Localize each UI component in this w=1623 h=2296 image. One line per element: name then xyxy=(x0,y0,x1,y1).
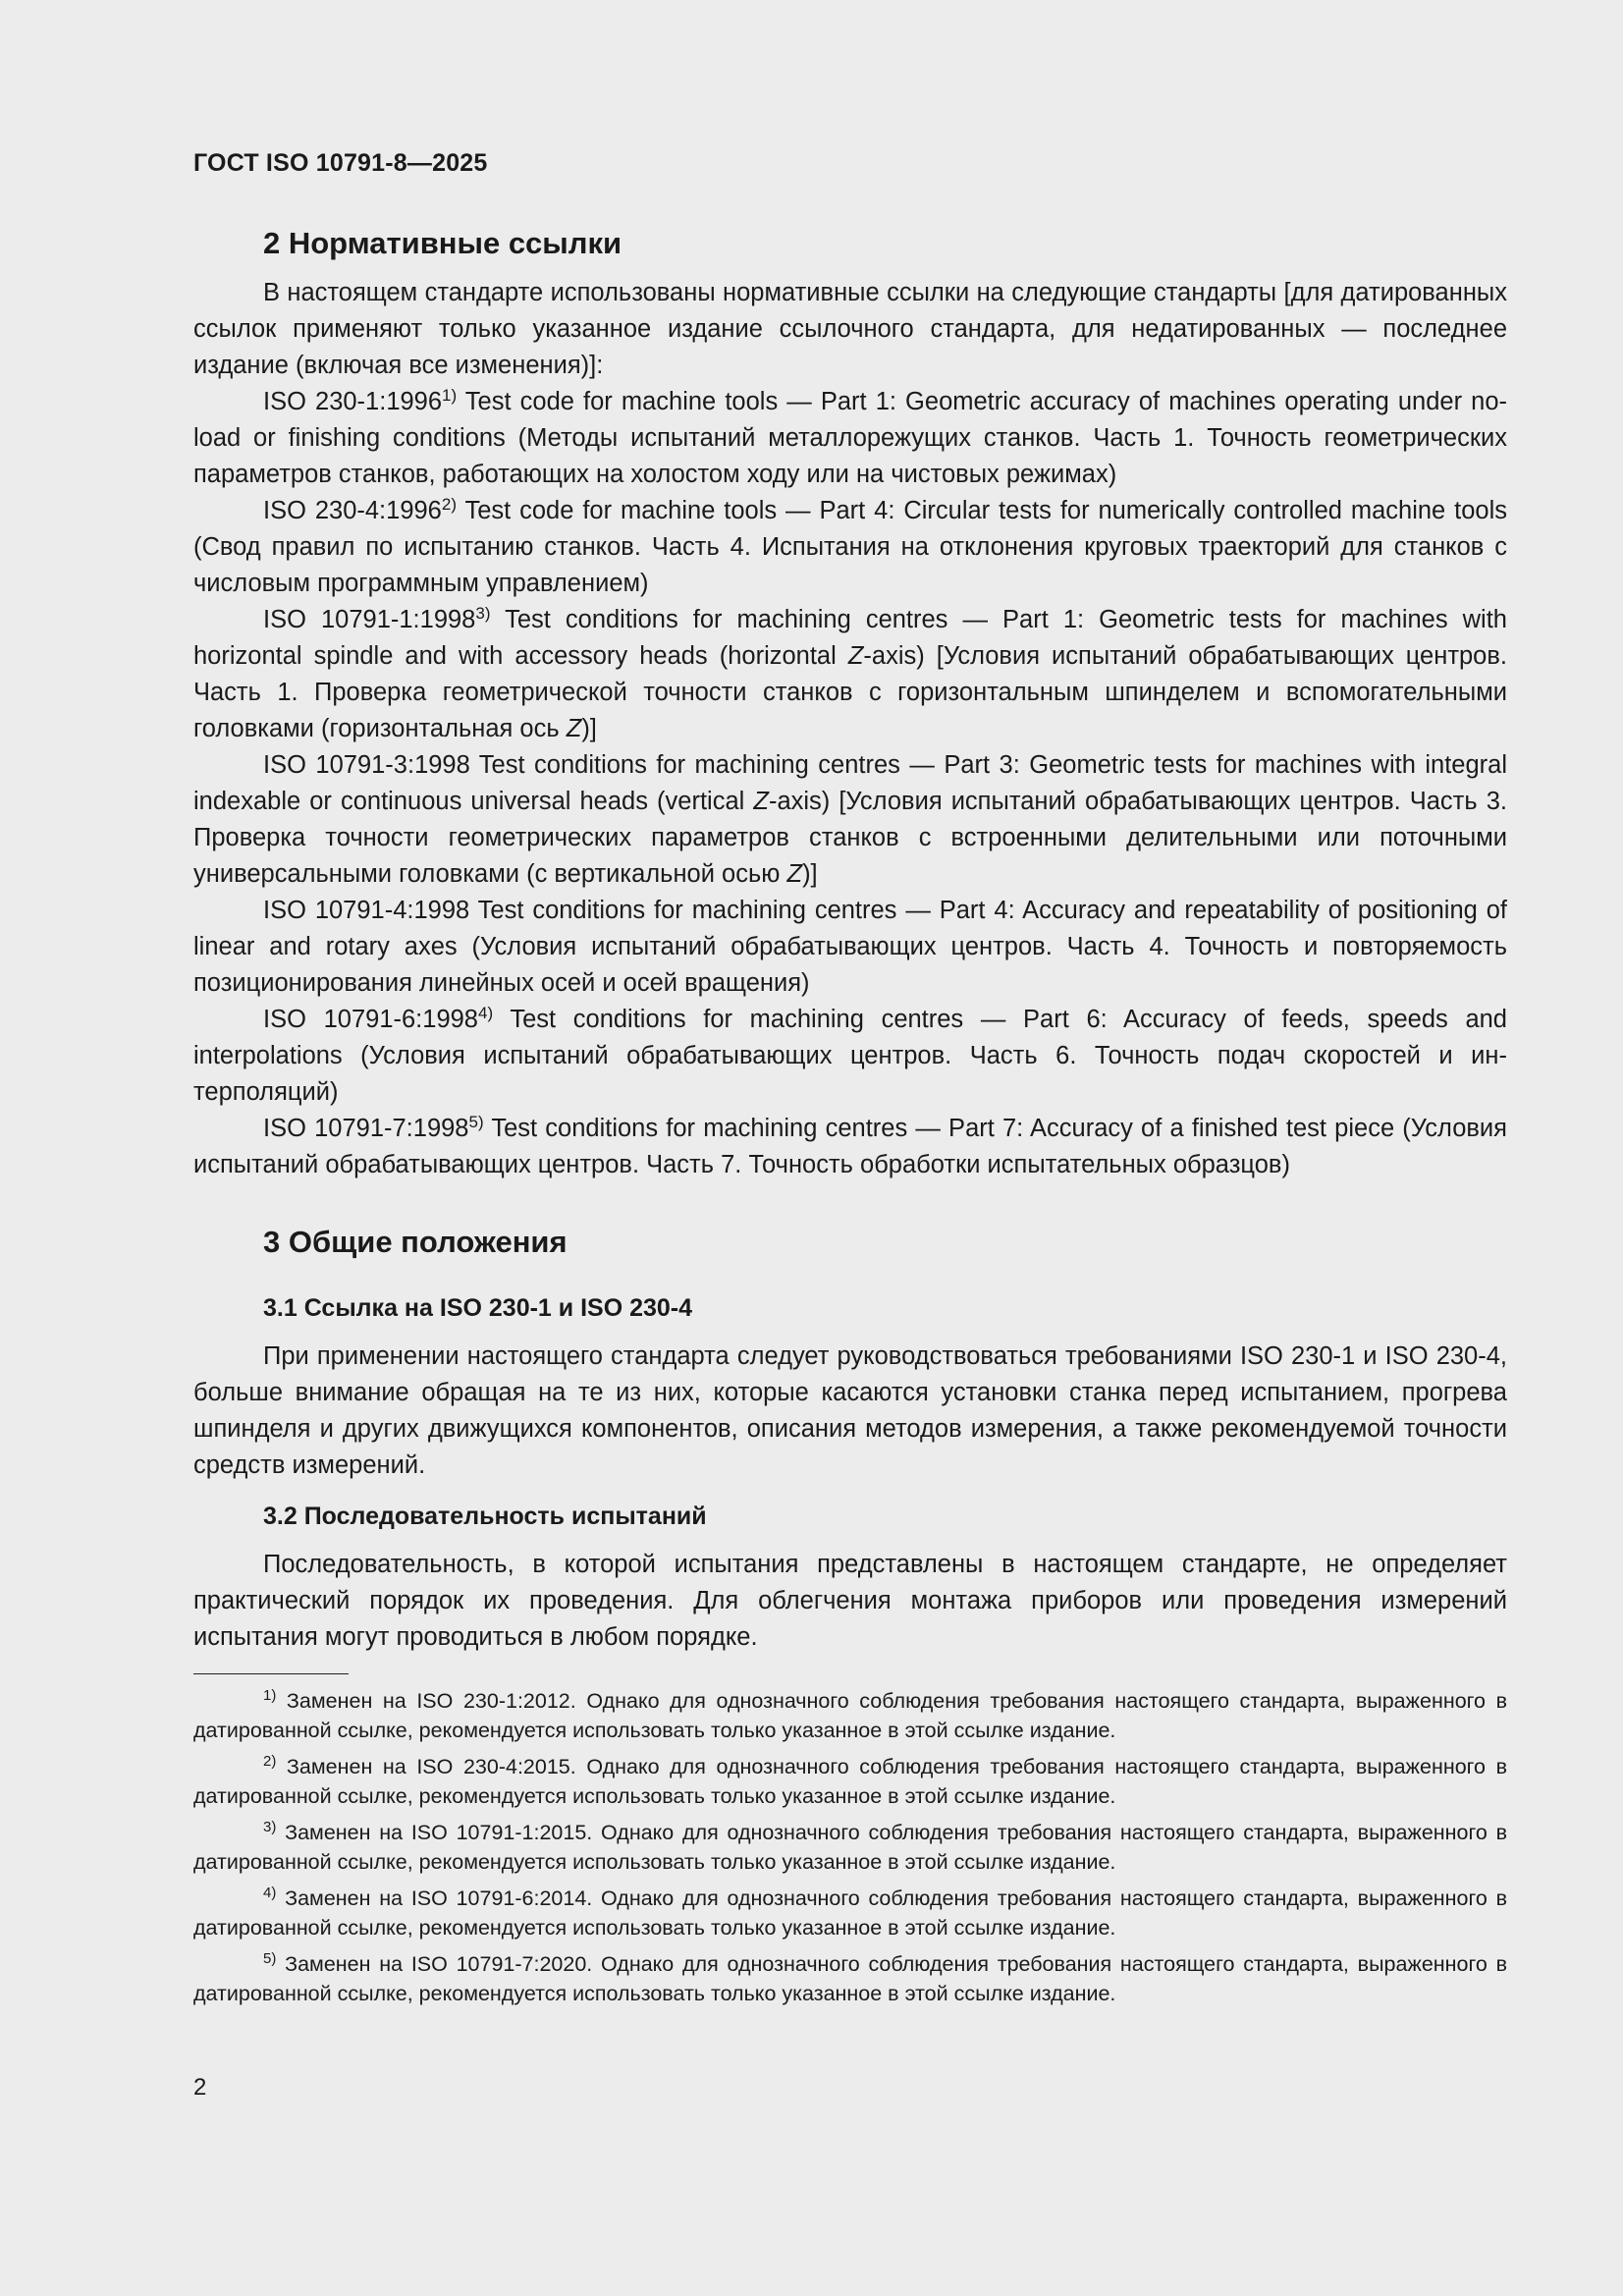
reference-code: ISO 10791-6:1998 xyxy=(263,1006,478,1033)
reference-text: Test conditions for machining centres — Part 4: Accuracy and repeatability of positioning of linear and rotary axes (Условия испытаний обрабатывающих центров. Часть 4. Точность и повторяемость позиционирования линейных осей и осей вращения) xyxy=(193,897,1507,997)
subsection-3-1-text: При применении настоящего стандарта следует руководствоваться требованиями ISO 230-1 и ISO 230-4, больше внимание обращая на те из них, которые касаются установки станка перед испытанием, прогрева шпинделя и других движущихся компонентов, описания методов измерения, а также рекомендуемой точности средств измерений. xyxy=(193,1342,1507,1479)
reference-text: )] xyxy=(802,860,818,888)
footnote-mark: 5) xyxy=(263,1950,277,1967)
footnote-mark: 3) xyxy=(263,1819,277,1835)
reference-item xyxy=(193,493,1507,602)
footnote-ref[interactable]: 5) xyxy=(468,1113,484,1131)
footnote xyxy=(193,1752,1507,1811)
footnote-ref[interactable]: 2) xyxy=(441,495,457,514)
reference-text: Test conditions for machining centres — Part 1: Geometric tests for machines with horizontal spindle and with accessory heads (horizontal xyxy=(193,606,1507,670)
document-header: ГОСТ ISO 10791-8—2025 xyxy=(193,149,488,177)
subsection-3-2-title: 3.2 Последовательность испытаний xyxy=(263,1503,707,1530)
reference-text: Test code for machine tools — Part 4: Circular tests for numerically controlled machine tools (Свод правил по испытанию станков. Часть 4. Испытания на отклонения круговых траекторий для станков с числовым программным управлением) xyxy=(193,497,1507,597)
reference-item xyxy=(193,1111,1507,1183)
footnote-text: Заменен на ISO 10791-7:2020. Однако для однозначного соблюдения требования настоящего стандарта, выраженного в датированной ссылке, рекомендуется использовать только указанное в этой ссылке издание. xyxy=(193,1952,1507,2005)
reference-text: Test conditions for machining centres — Part 6: Accuracy of feeds, speeds and interpolations (Условия испытаний обрабатывающих центров. Часть 6. Точность подач скоростей и интерполяций) xyxy=(193,1006,1507,1106)
reference-code: ISO 10791-1:1998 xyxy=(263,606,476,633)
subsection-3-1-title: 3.1 Ссылка на ISO 230-1 и ISO 230-4 xyxy=(263,1294,693,1322)
reference-code: ISO 10791-3:1998 xyxy=(263,751,470,779)
reference-item xyxy=(193,893,1507,1002)
footnote-mark: 2) xyxy=(263,1753,277,1770)
footnote-ref[interactable]: 1) xyxy=(442,386,458,405)
footnote-text: Заменен на ISO 230-4:2015. Однако для однозначного соблюдения требования настоящего стандарта, выраженного в датированной ссылке, рекомендуется использовать только указанное в этой ссылке издание. xyxy=(193,1755,1507,1808)
footnote xyxy=(193,1686,1507,1745)
footnote-mark: 4) xyxy=(263,1885,277,1901)
axis-symbol: Z xyxy=(847,642,864,670)
footnote-text: Заменен на ISO 230-1:2012. Однако для однозначного соблюдения требования настоящего стандарта, выраженного в датированной ссылке, рекомендуется использовать только указанное в этой ссылке издание. xyxy=(193,1689,1507,1742)
reference-text: )] xyxy=(581,715,597,742)
footnote-text: Заменен на ISO 10791-1:2015. Однако для однозначного соблюдения требования настоящего стандарта, выраженного в датированной ссылке, рекомендуется использовать только указанное в этой ссылке издание. xyxy=(193,1821,1507,1874)
footnote-text: Заменен на ISO 10791-6:2014. Однако для однозначного соблюдения требования настоящего стандарта, выраженного в датированной ссылке, рекомендуется использовать только указанное в этой ссылке издание. xyxy=(193,1886,1507,1940)
footnote xyxy=(193,1949,1507,2008)
footnote xyxy=(193,1818,1507,1877)
section-3-title: 3 Общие положения xyxy=(263,1225,568,1259)
reference-item xyxy=(193,384,1507,493)
section-2-title: 2 Нормативные ссылки xyxy=(263,226,622,260)
reference-text: Test conditions for machining centres — Part 3: Geometric tests for machines with integral indexable or continuous universal heads (vertical xyxy=(193,751,1507,815)
axis-symbol: Z xyxy=(786,860,803,888)
footnote-ref[interactable]: 4) xyxy=(478,1004,494,1022)
axis-symbol: Z xyxy=(753,788,769,815)
axis-symbol: Z xyxy=(566,715,582,742)
reference-item xyxy=(193,602,1507,747)
footnote xyxy=(193,1884,1507,1942)
reference-code: ISO 230-1:1996 xyxy=(263,388,443,415)
reference-code: ISO 230-4:1996 xyxy=(263,497,442,524)
footnote-divider xyxy=(193,1673,349,1674)
section-2-intro: В настоящем стандарте использованы нормативные ссылки на следующие стандарты [для датированных ссылок применяют только указанное издание ссылочного стандарта, для недатированных — последнее издание (включая все изменения)]: xyxy=(193,279,1507,379)
reference-text: -axis) [Условия испытаний обрабатывающих центров. Часть 1. Проверка геометрической точности станков с горизонтальным шпинделем и вспомогательными головками (горизонтальная ось xyxy=(193,642,1507,742)
footnote-ref[interactable]: 3) xyxy=(475,604,491,623)
page-number: 2 xyxy=(193,2074,207,2101)
reference-text: Test code for machine tools — Part 1: Geometric accuracy of machines operating under no-load or finishing conditions (Методы испытаний металлорежущих станков. Часть 1. Точность геометрических параметров станков, работающих на холостом ходу или на чистовых режимах) xyxy=(193,388,1507,488)
reference-item xyxy=(193,747,1507,893)
reference-text: -axis) [Условия испытаний обрабатывающих центров. Часть 3. Проверка точности геометрических параметров станков с встроенными делительными или поточными универсальными головками (с вертикальной осью xyxy=(193,788,1507,888)
reference-code: ISO 10791-4:1998 xyxy=(263,897,470,924)
reference-text: Test conditions for machining centres — Part 7: Accuracy of a finished test piece (Условия испытаний обрабатывающих центров. Часть 7. Точность обработки испытательных образцов) xyxy=(193,1115,1507,1178)
reference-item xyxy=(193,1002,1507,1111)
page-content xyxy=(193,224,1507,2015)
subsection-3-2-text: Последовательность, в которой испытания представлены в настоящем стандарте, не определяет практический порядок их проведения. Для облегчения монтажа приборов или проведения измерений испытания могут проводиться в любом порядке. xyxy=(193,1551,1507,1651)
footnote-mark: 1) xyxy=(263,1687,277,1704)
reference-code: ISO 10791-7:1998 xyxy=(263,1115,469,1142)
